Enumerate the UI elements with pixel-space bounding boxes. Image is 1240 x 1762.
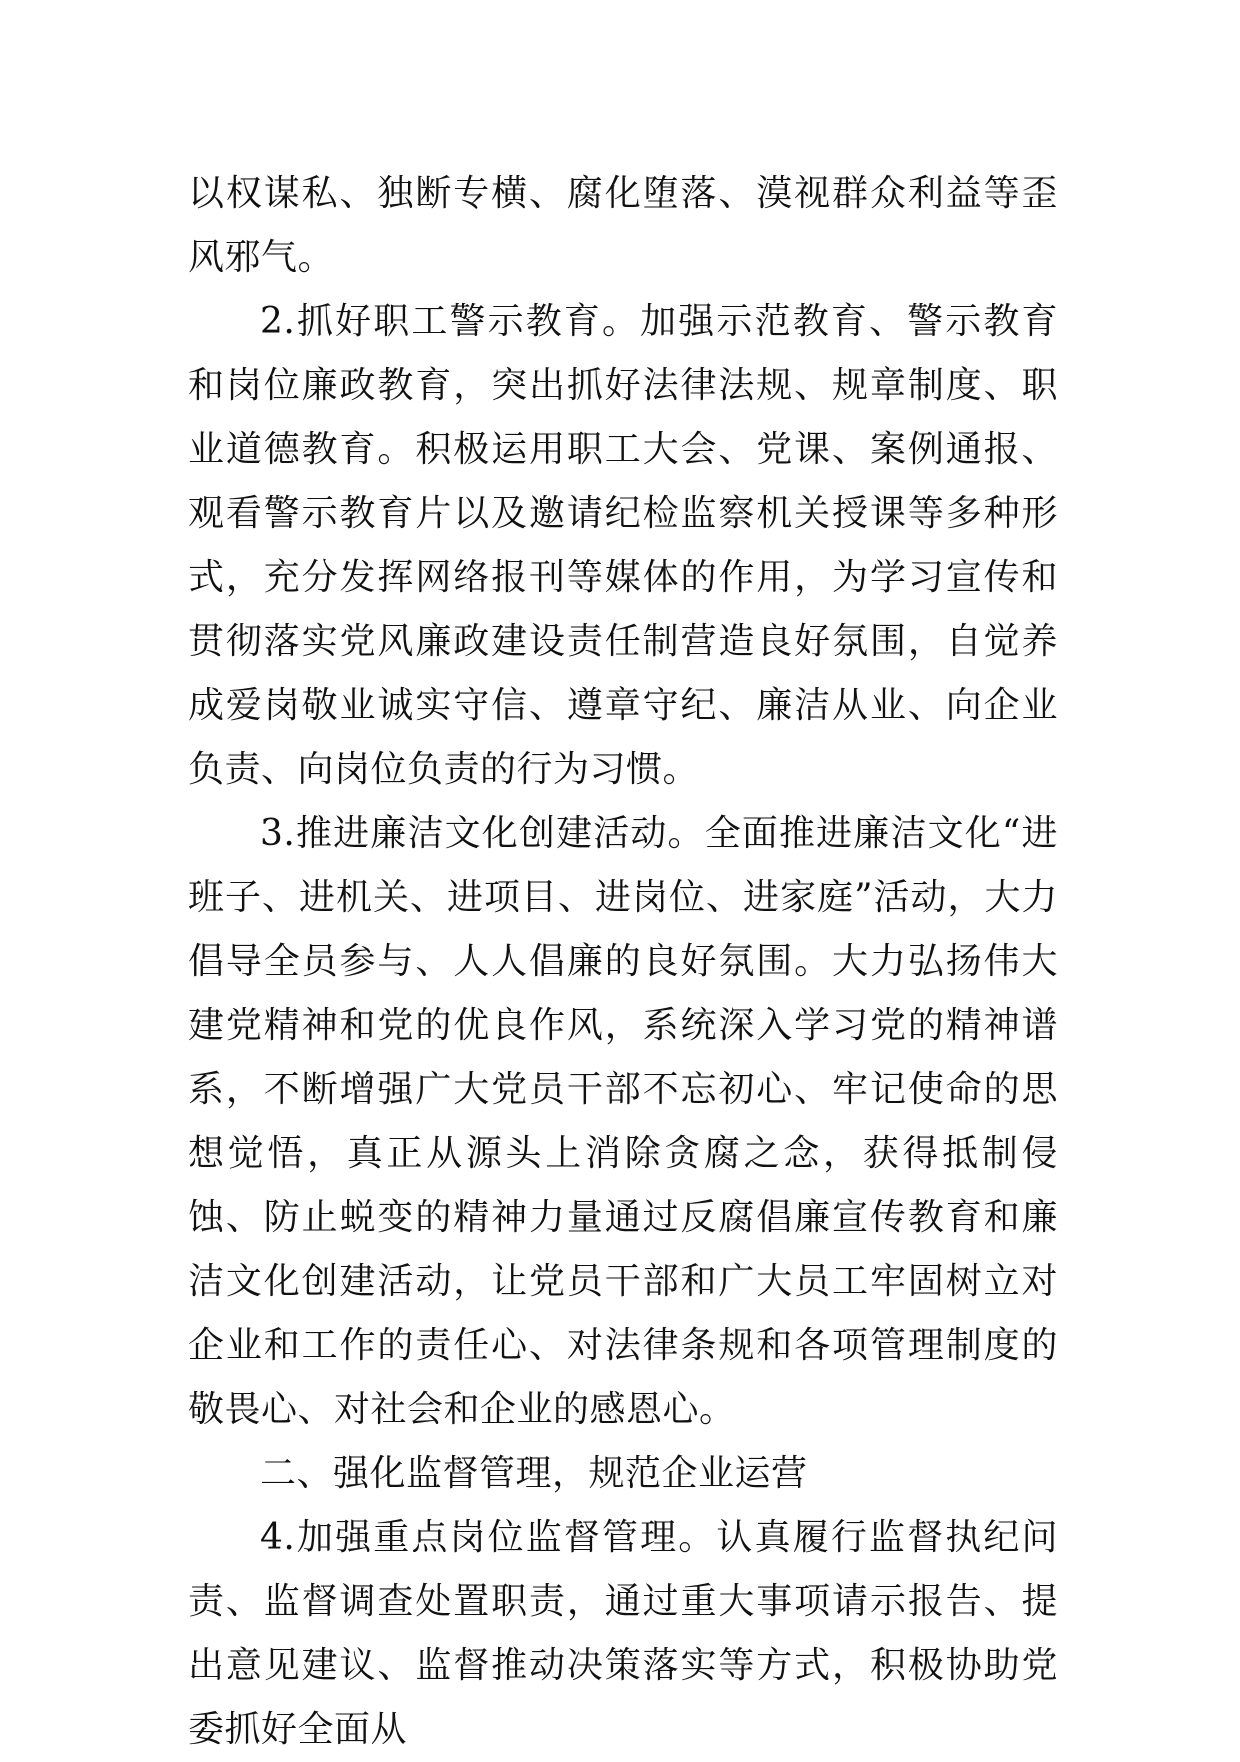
paragraph-item-4: 4.加强重点岗位监督管理。认真履行监督执纪问责、监督调查处置职责，通过重大事项请示报告、提出意见建议、监督推动决策落实等方式，积极协助党委抓好全面从 — [188, 1517, 1058, 1750]
section-heading-2: 二、强化监督管理，规范企业运营 — [260, 1453, 808, 1494]
document-body — [188, 162, 1058, 1762]
paragraph-continuation: 以权谋私、独断专横、腐化堕落、漠视群众利益等歪风邪气。 — [188, 173, 1058, 278]
paragraph-item-3: 3.推进廉洁文化创建活动。全面推进廉洁文化“进班子、进机关、进项目、进岗位、进家庭”活动，大力倡导全员参与、人人倡廉的良好氛围。大力弘扬伟大建党精神和党的优良作风，系统深入学习党的精神谱系，不断增强广大党员干部不忘初心、牢记使命的思想觉悟，真正从源头上消除贪腐之念，获得抵制侵蚀、防止蜕变的精神力量通过反腐倡廉宣传教育和廉洁文化创建活动，让党员干部和广大员工牢固树立对企业和工作的责任心、对法律条规和各项管理制度的敬畏心、对社会和企业的感恩心。 — [188, 813, 1058, 1430]
paragraph-item-2: 2.抓好职工警示教育。加强示范教育、警示教育和岗位廉政教育，突出抓好法律法规、规章制度、职业道德教育。积极运用职工大会、党课、案例通报、观看警示教育片以及邀请纪检监察机关授课等多种形式，充分发挥网络报刊等媒体的作用，为学习宣传和贯彻落实党风廉政建设责任制营造良好氛围，自觉养成爱岗敬业诚实守信、遵章守纪、廉洁从业、向企业负责、向岗位负责的行为习惯。 — [188, 301, 1058, 790]
